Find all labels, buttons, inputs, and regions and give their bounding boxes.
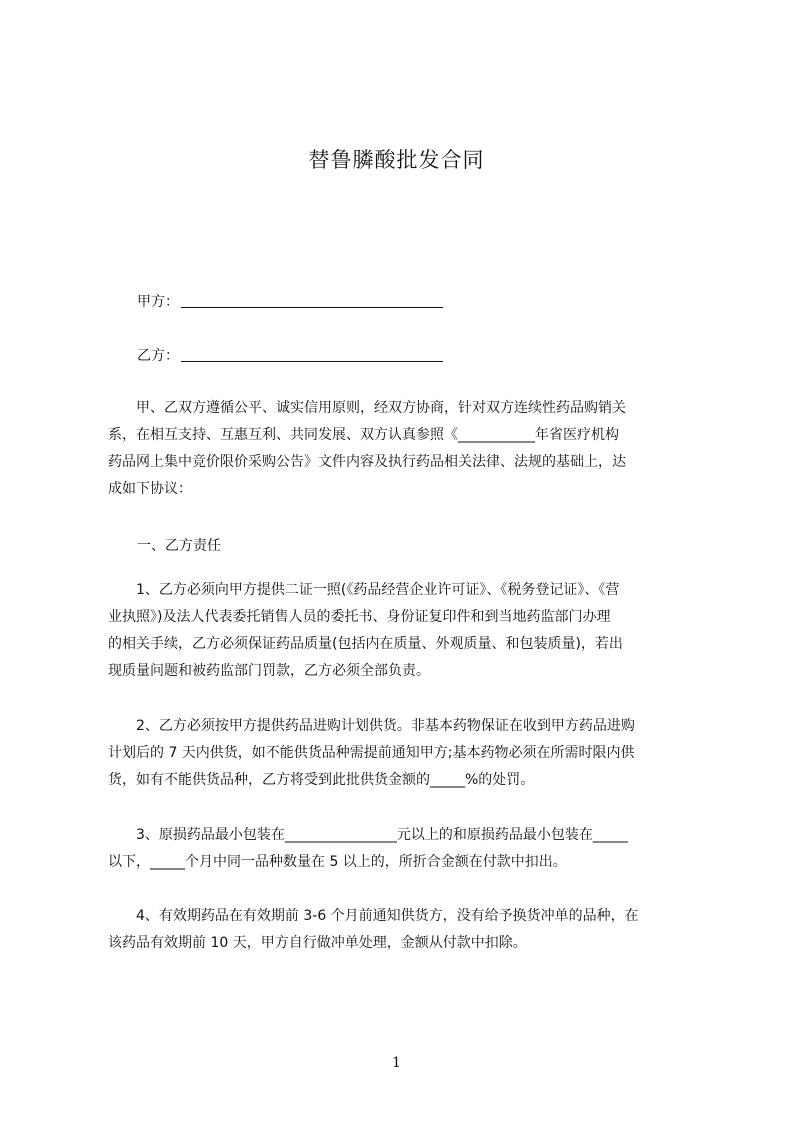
clause-line: 2、乙方必须按甲方提供药品进购计划供货。非基本药物保证在收到甲方药品进购 — [108, 718, 635, 734]
intro-line: 成如下协议： — [108, 481, 192, 497]
clause-1 — [108, 577, 704, 685]
clause-line: 现质量问题和被药监部门罚款，乙方必须全部负责。 — [108, 663, 430, 679]
party-a-line — [137, 291, 443, 311]
clause-line: 业执照》)及法人代表委托销售人员的委托书、身份证复印件和到当地药监部门办理 — [108, 609, 611, 625]
intro-line: 甲、乙双方遵循公平、诚实信用原则，经双方协商，针对双方连续性药品购销关 — [108, 400, 626, 416]
clause-line: 货，如有不能供货品种，乙方将受到此批供货金额的_____%的处罚。 — [108, 772, 535, 788]
clause-2 — [108, 713, 704, 794]
intro-paragraph — [108, 395, 704, 503]
clause-line: 1、乙方必须向甲方提供二证一照(《药品经营企业许可证》、《税务登记证》、《营 — [108, 582, 620, 598]
clause-4 — [108, 903, 704, 957]
party-b-label: 乙方： — [137, 348, 179, 364]
intro-line: 系，在相互支持、互惠互利、共同发展、双方认真参照《___________年省医疗机构 — [108, 427, 619, 443]
clause-line: 3、原损药品最小包装在________________元以上的和原损药品最小包装在_____ — [108, 827, 628, 843]
party-a-label: 甲方： — [137, 294, 179, 310]
clause-line: 的相关手续，乙方必须保证药品质量(包括内在质量、外观质量、和包装质量)，若出 — [108, 636, 623, 652]
document-title: 替鲁膦酸批发合同 — [308, 148, 485, 172]
section-heading: 一、乙方责任 — [137, 538, 221, 554]
party-b-line — [137, 345, 443, 365]
party-b-blank — [181, 347, 443, 362]
clause-line: 4、有效期药品在有效期前 3-6 个月前通知供货方，没有给予换货冲单的品种，在 — [108, 908, 639, 924]
clause-line: 该药品有效期前 10 天，甲方自行做冲单处理，金额从付款中扣除。 — [108, 935, 527, 951]
clause-line: 以下，_____个月中同一品种数量在 5 以上的，所折合金额在付款中扣出。 — [108, 854, 567, 870]
clause-line: 计划后的 7 天内供货，如不能供货品种需提前通知甲方;基本药物必须在所需时限内供 — [108, 745, 635, 761]
party-a-blank — [181, 293, 443, 308]
page-number: 1 — [392, 1055, 401, 1071]
clause-3 — [108, 822, 704, 876]
intro-line: 药品网上集中竞价限价采购公告》文件内容及执行药品相关法律、法规的基础上，达 — [108, 454, 626, 470]
